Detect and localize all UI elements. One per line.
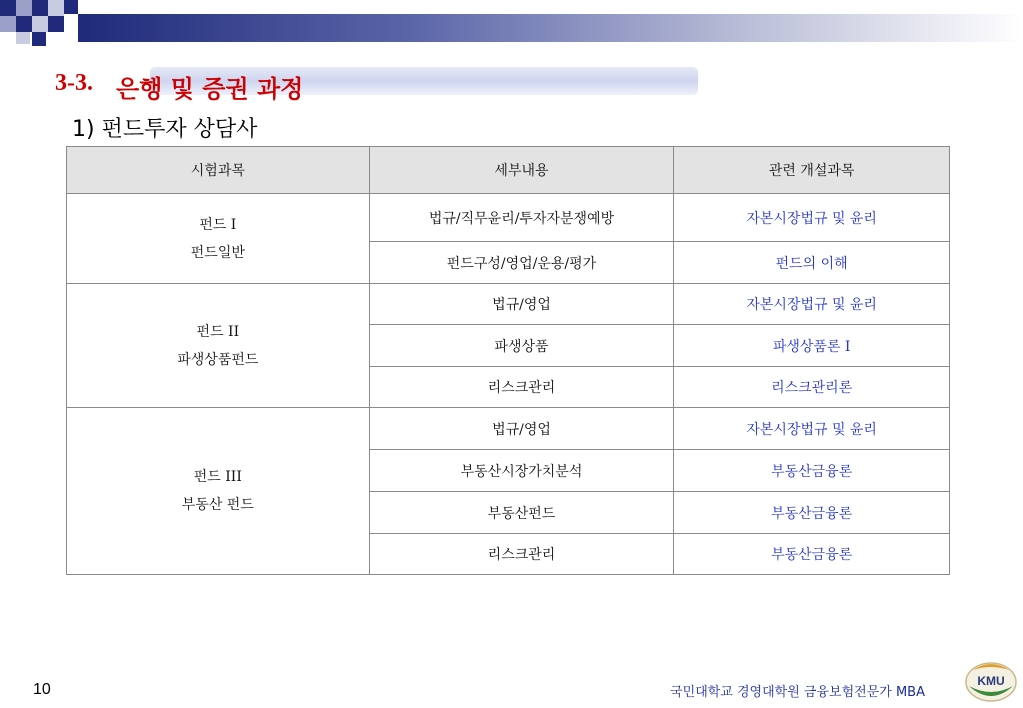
course-cell: 리스크관리론 xyxy=(674,367,950,408)
detail-cell: 리스크관리 xyxy=(369,534,674,575)
course-cell: 펀드의 이해 xyxy=(674,242,950,284)
footer-institution: 국민대학교 경영대학원 금융보험전문가 MBA xyxy=(670,685,925,700)
subject-desc: 부동산 펀드 xyxy=(181,497,254,513)
subject-name: 펀드 II xyxy=(196,323,240,340)
header-details: 세부내용 xyxy=(369,147,674,194)
subject-name: 펀드 I xyxy=(199,216,237,233)
course-cell: 파생상품론 I xyxy=(674,325,950,367)
deco-square xyxy=(64,0,78,14)
detail-cell: 부동산시장가치분석 xyxy=(369,450,674,492)
course-cell: 자본시장법규 및 윤리 xyxy=(674,194,950,242)
exam-course-table xyxy=(66,146,950,575)
detail-cell: 부동산펀드 xyxy=(369,492,674,534)
subject-cell xyxy=(67,408,370,575)
page-number: 10 xyxy=(33,681,51,698)
course-cell: 자본시장법규 및 윤리 xyxy=(674,408,950,450)
deco-square xyxy=(16,32,30,44)
section-number: 3-3. xyxy=(55,70,93,96)
subsection-title: 1) 펀드투자 상담사 xyxy=(72,117,258,142)
course-cell: 부동산금융론 xyxy=(674,492,950,534)
table-row xyxy=(67,194,950,242)
subject-name: 펀드 III xyxy=(193,469,242,485)
table-row xyxy=(67,284,950,325)
deco-square xyxy=(16,16,32,32)
table-header-row xyxy=(67,147,950,194)
detail-cell: 법규/영업 xyxy=(369,408,674,450)
deco-square xyxy=(0,0,16,16)
header-related-course: 관련 개설과목 xyxy=(674,147,950,194)
kmu-logo xyxy=(963,656,1019,704)
top-gradient-bar xyxy=(78,14,1023,42)
deco-square xyxy=(48,16,64,32)
detail-cell: 펀드구성/영업/운용/평가 xyxy=(369,242,674,284)
deco-square xyxy=(16,0,32,16)
subject-cell xyxy=(67,284,370,408)
detail-cell: 파생상품 xyxy=(369,325,674,367)
header-exam-subject: 시험과목 xyxy=(67,147,370,194)
course-cell: 부동산금융론 xyxy=(674,534,950,575)
deco-square xyxy=(48,0,64,16)
section-title: 은행 및 증권 과정 xyxy=(116,75,304,103)
course-cell: 부동산금융론 xyxy=(674,450,950,492)
deco-square xyxy=(32,0,48,16)
top-decorative-band xyxy=(0,0,1023,46)
table-row xyxy=(67,408,950,450)
deco-square xyxy=(0,16,16,32)
deco-square xyxy=(32,32,46,46)
subject-desc: 펀드일반 xyxy=(190,244,245,261)
subject-desc: 파생상품펀드 xyxy=(177,351,259,368)
detail-cell: 법규/직무윤리/투자자분쟁예방 xyxy=(369,194,674,242)
course-cell: 자본시장법규 및 윤리 xyxy=(674,284,950,325)
logo-text: KMU xyxy=(977,674,1005,688)
deco-square xyxy=(32,16,48,32)
detail-cell: 법규/영업 xyxy=(369,284,674,325)
subject-cell xyxy=(67,194,370,284)
detail-cell: 리스크관리 xyxy=(369,367,674,408)
